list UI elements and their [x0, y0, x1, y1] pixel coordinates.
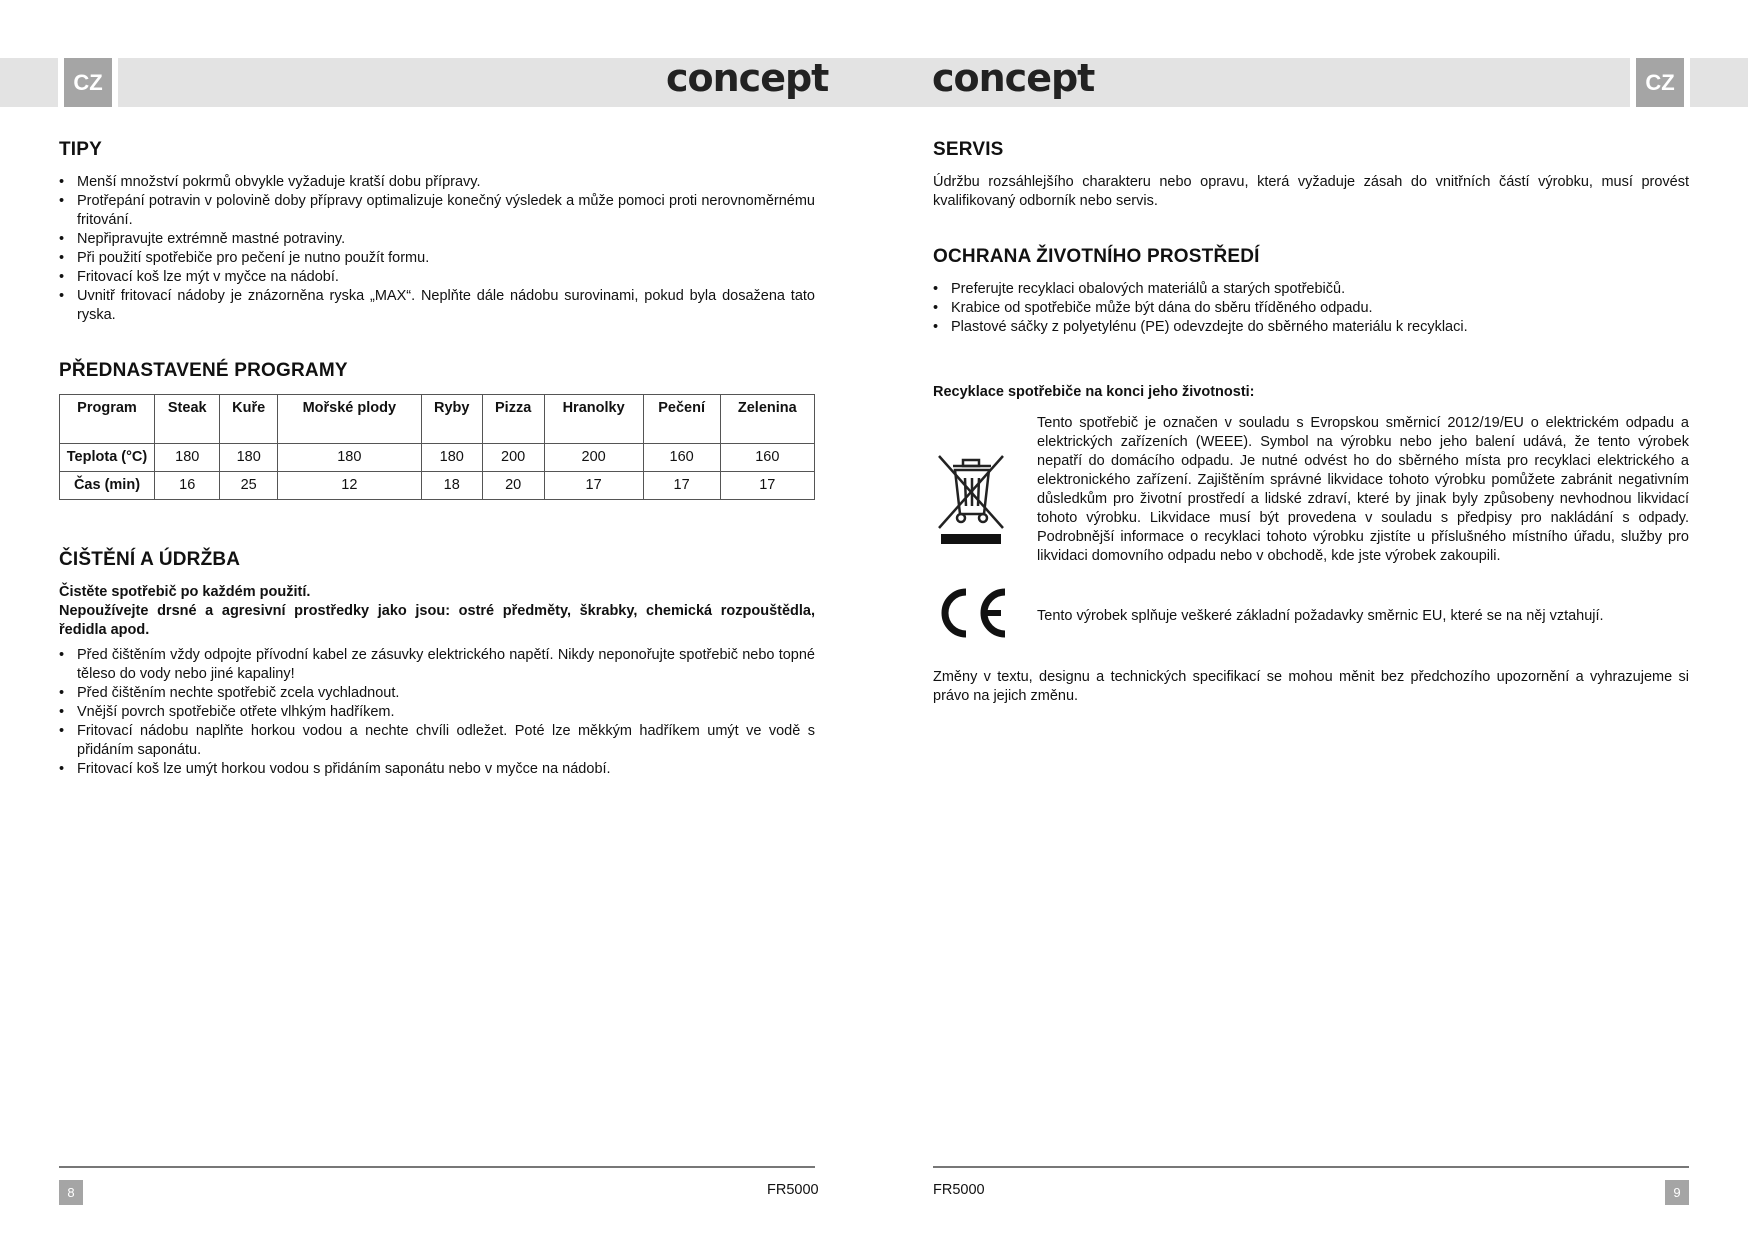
tips-list	[59, 173, 815, 325]
table-header-cell: Pizza	[482, 395, 544, 444]
list-item: • Fritovací koš lze mýt v myčce na nádobí.	[77, 268, 815, 287]
table-cell: 180	[220, 444, 277, 472]
header-band-right	[1690, 58, 1748, 107]
footer-rule-right	[933, 1166, 1689, 1168]
left-page-content	[59, 140, 815, 779]
recycling-title: Recyklace spotřebiče na konci jeho životnosti:	[933, 384, 1255, 400]
header-band-left	[0, 58, 58, 107]
list-item: • Fritovací nádobu naplňte horkou vodou a nechte chvíli odležet. Poté lze měkkým hadříkem umýt ve vodě s přidáním saponátu.	[77, 722, 815, 760]
footer-rule-left	[59, 1166, 815, 1168]
table-row-header: Čas (min)	[60, 472, 155, 500]
weee-text: Tento spotřebič je označen v souladu s Evropskou směrnicí 2012/19/EU o elektrickém odpadu a elektrických zařízeních (WEEE). Symbol na výrobku nebo jeho balení udává, že tento výrobek nepatří do domácího odpadu. Je nutné odvést ho do sběrného místa pro recyklaci elektrického a elektronického zařízení. Zajištěním správné likvidace tohoto výrobku pomůžete zabránit negativním důsledkům pro životní prostředí a lidské zdraví, které by jinak byly způsobeny nevhodnou likvidací tohoto výrobku. Likvidace musí být provedena v souladu s předpisy pro nakládání s odpady. Podrobnější informace o recyklaci tohoto výrobku zjistíte u příslušného místního úřadu, služby pro likvidaci domovního odpadu nebo v obchodě, kde jste výrobek zakoupili.	[1037, 415, 1689, 564]
table-cell: 17	[720, 472, 814, 500]
ce-mark-icon	[933, 586, 1009, 640]
ce-icon-wrap	[933, 586, 1037, 646]
ce-block	[933, 586, 1689, 646]
list-item: • Při použití spotřebiče pro pečení je nutno použít formu.	[77, 249, 815, 268]
table-cell: 16	[155, 472, 220, 500]
changes-note: Změny v textu, designu a technických specifikací se mohou měnit bez předchozího upozornění a vyhrazujeme si právo na jejich změnu.	[933, 669, 1689, 704]
table-cell: 200	[544, 444, 643, 472]
table-cell: 160	[643, 444, 720, 472]
list-item: • Před čištěním vždy odpojte přívodní kabel ze zásuvky elektrického napětí. Nikdy neponořujte spotřebič nebo topné těleso do vody nebo jiné kapaliny!	[77, 646, 815, 684]
table-cell: 12	[277, 472, 421, 500]
section-title-environment: OCHRANA ŽIVOTNÍHO PROSTŘEDÍ	[933, 246, 1260, 267]
cleaning-list	[59, 646, 815, 779]
list-item: • Preferujte recyklaci obalových materiálů a starých spotřebičů.	[951, 280, 1689, 299]
right-page-content	[933, 140, 1689, 706]
table-cell: 180	[155, 444, 220, 472]
table-cell: 18	[421, 472, 482, 500]
language-badge-right: CZ	[1636, 58, 1684, 107]
table-row	[60, 444, 815, 472]
service-text: Údržbu rozsáhlejšího charakteru nebo opravu, která vyžaduje zásah do vnitřních částí výrobku, musí provést kvalifikovaný odborník nebo servis.	[933, 174, 1689, 209]
brand-logo-left: concept	[666, 56, 829, 100]
weee-block	[933, 414, 1689, 566]
list-item: • Krabice od spotřebiče může být dána do sběru tříděného odpadu.	[951, 299, 1689, 318]
list-item: • Plastové sáčky z polyetylénu (PE) odevzdejte do sběrného materiálu k recyklaci.	[951, 318, 1689, 337]
section-title-tips: TIPY	[59, 139, 103, 160]
page-number-right: 9	[1665, 1180, 1689, 1205]
list-item: • Uvnitř fritovací nádoby je znázorněna ryska „MAX“. Neplňte dále nádobu surovinami, pokud byla dosažena tato ryska.	[77, 287, 815, 325]
list-item: • Fritovací koš lze umýt horkou vodou s přidáním saponátu nebo v myčce na nádobí.	[77, 760, 815, 779]
table-header-cell: Mořské plody	[277, 395, 421, 444]
environment-list	[933, 280, 1689, 337]
section-title-cleaning: ČIŠTĚNÍ A ÚDRŽBA	[59, 549, 241, 570]
table-header-cell: Program	[60, 395, 155, 444]
model-label-right: FR5000	[933, 1182, 985, 1198]
table-header-cell: Ryby	[421, 395, 482, 444]
list-item: • Menší množství pokrmů obvykle vyžaduje kratší dobu přípravy.	[77, 173, 815, 192]
table-row	[60, 472, 815, 500]
model-label-left: FR5000	[767, 1182, 819, 1198]
brand-logo-right: concept	[932, 56, 1095, 100]
section-title-service: SERVIS	[933, 139, 1004, 160]
table-cell: 180	[421, 444, 482, 472]
programs-table	[59, 394, 815, 500]
table-row-header: Teplota (°C)	[60, 444, 155, 472]
list-item: • Protřepání potravin v polovině doby přípravy optimalizuje konečný výsledek a může pomoci proti nerovnoměrnému fritování.	[77, 192, 815, 230]
table-header-cell: Kuře	[220, 395, 277, 444]
table-cell: 180	[277, 444, 421, 472]
table-cell: 200	[482, 444, 544, 472]
table-cell: 160	[720, 444, 814, 472]
table-cell: 20	[482, 472, 544, 500]
table-header-cell: Pečení	[643, 395, 720, 444]
table-cell: 17	[643, 472, 720, 500]
list-item: • Před čištěním nechte spotřebič zcela vychladnout.	[77, 684, 815, 703]
table-cell: 17	[544, 472, 643, 500]
table-header-cell: Hranolky	[544, 395, 643, 444]
weee-icon-wrap	[933, 414, 1037, 566]
table-cell: 25	[220, 472, 277, 500]
table-header-row	[60, 395, 815, 444]
list-item: • Nepřipravujte extrémně mastné potraviny.	[77, 230, 815, 249]
cleaning-warning-bold: Nepoužívejte drsné a agresivní prostředky jako jsou: ostré předměty, škrabky, chemická rozpouštědla, ředidla apod.	[59, 603, 815, 638]
ce-text: Tento výrobek splňuje veškeré základní požadavky směrnic EU, které se na něj vztahují.	[1037, 607, 1604, 624]
weee-bin-icon	[933, 448, 1007, 548]
list-item: • Vnější povrch spotřebiče otřete vlhkým hadříkem.	[77, 703, 815, 722]
language-badge-left: CZ	[64, 58, 112, 107]
table-header-cell: Zelenina	[720, 395, 814, 444]
cleaning-note-bold: Čistěte spotřebič po každém použití.	[59, 584, 311, 600]
table-header-cell: Steak	[155, 395, 220, 444]
section-title-programs: PŘEDNASTAVENÉ PROGRAMY	[59, 360, 348, 381]
page-number-left: 8	[59, 1180, 83, 1205]
